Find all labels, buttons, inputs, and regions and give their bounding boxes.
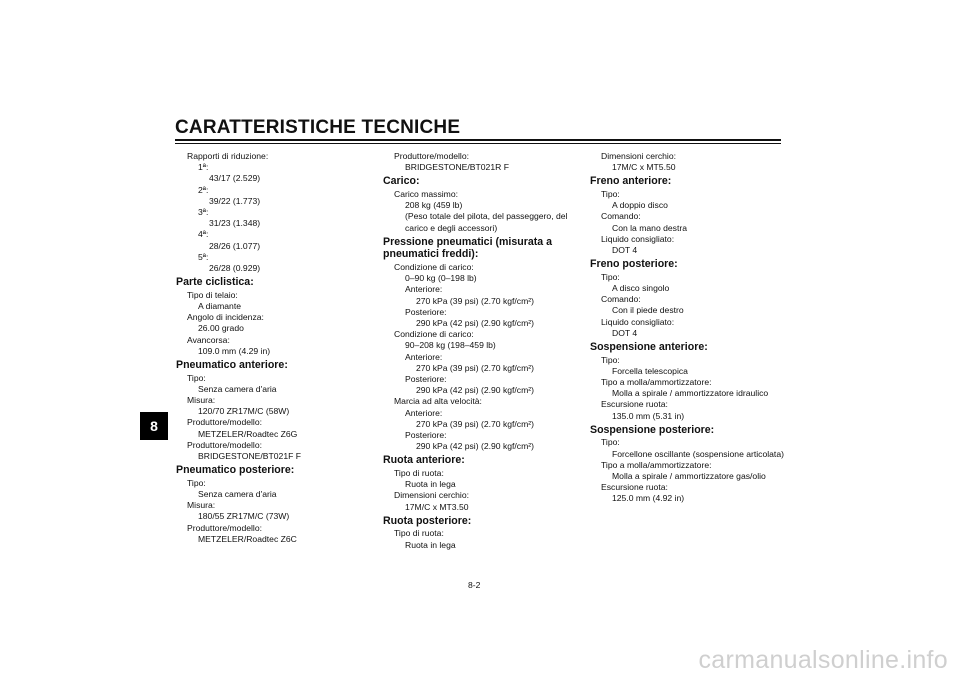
rear-tire-size-value: 180/55 ZR17M/C (73W) [198, 511, 290, 522]
max-load-note: (Peso totale del pilota, del passeggero, del carico e degli accessori) [405, 211, 568, 233]
front-tire-type-label: Tipo: [187, 372, 206, 383]
gear-2-label: 2ª: [198, 184, 209, 195]
caster-label: Angolo di incidenza: [187, 312, 264, 323]
front-tire-size-label: Misura: [187, 395, 216, 406]
front-tire-maker-label-2: Produttore/modello: [187, 439, 262, 450]
rear-brake-fluid-value: DOT 4 [612, 327, 638, 338]
front-rim-value: 17M/C x MT3.50 [405, 501, 469, 512]
rear-tire-type-value: Senza camera d'aria [198, 489, 277, 500]
rear-spring-label: Tipo a molla/ammortizzatore: [601, 459, 712, 470]
cond1-front-label: Anteriore: [405, 284, 443, 295]
front-suspension-type-label: Tipo: [601, 354, 620, 365]
spec-column-2 [383, 151, 579, 551]
front-tire-maker-label-1: Produttore/modello: [187, 417, 262, 428]
cond2-front-value: 270 kPa (39 psi) (2.70 kgf/cm²) [416, 362, 534, 373]
speed-front-label: Anteriore: [405, 407, 443, 418]
gear-5-label: 5ª: [198, 251, 209, 262]
rear-suspension-type-value: Forcellone oscillante (sospensione articolata) [612, 448, 784, 459]
rear-brake-control-value: Con il piede destro [612, 305, 684, 316]
gear-ratios-label: Rapporti di riduzione: [187, 151, 269, 161]
front-brake-heading: Freno anteriore: [590, 175, 672, 188]
chassis-heading: Parte ciclistica: [176, 276, 254, 289]
max-load-value: 208 kg (459 lb) [405, 200, 463, 211]
load-condition-1-label: Condizione di carico: [394, 262, 474, 272]
front-tire-type-value: Senza camera d'aria [198, 383, 277, 394]
rear-tire-heading: Pneumatico posteriore: [176, 464, 295, 477]
rear-wheel-type-label: Tipo di ruota: [394, 528, 444, 539]
rear-brake-control-label: Comando: [601, 294, 641, 305]
gear-2-value: 39/22 (1.773) [209, 195, 261, 206]
max-load-label: Carico massimo: [394, 189, 458, 199]
front-spring-label: Tipo a molla/ammortizzatore: [601, 377, 712, 388]
gear-4-label: 4ª: [198, 229, 209, 240]
rear-tire-maker-label: Produttore/modello: [187, 522, 262, 533]
front-suspension-type-value: Forcella telescopica [612, 365, 688, 376]
front-brake-fluid-label: Liquido consigliato: [601, 233, 675, 244]
watermark: carmanualsonline.info [698, 646, 948, 674]
front-travel-label: Escursione ruota: [601, 399, 668, 410]
rear-suspension-heading: Sospensione posteriore: [590, 423, 715, 436]
front-brake-type-value: A doppio disco [612, 200, 668, 211]
cond2-rear-label: Posteriore: [405, 374, 447, 385]
cond1-rear-value: 290 kPa (42 psi) (2.90 kgf/cm²) [416, 318, 534, 329]
rear-wheel-type-value: Ruota in lega [405, 539, 456, 550]
rear-travel-label: Escursione ruota: [601, 482, 668, 493]
front-travel-value: 135.0 mm (5.31 in) [612, 410, 685, 421]
rear-brake-type-value: A disco singolo [612, 283, 670, 294]
front-tire-maker-value-2: BRIDGESTONE/BT021F F [198, 451, 301, 462]
trail-value: 109.0 mm (4.29 in) [198, 345, 271, 356]
gear-3-value: 31/23 (1.348) [209, 218, 261, 229]
front-tire-size-value: 120/70 ZR17M/C (58W) [198, 406, 290, 417]
rear-brake-type-label: Tipo: [601, 271, 620, 282]
front-brake-control-label: Comando: [601, 211, 641, 222]
cond2-front-label: Anteriore: [405, 351, 443, 362]
rear-brake-fluid-label: Liquido consigliato: [601, 316, 675, 327]
rear-spring-value: Molla a spirale / ammortizzatore gas/olio [612, 471, 766, 482]
front-rim-label: Dimensioni cerchio: [394, 490, 469, 501]
rear-travel-value: 125.0 mm (4.92 in) [612, 493, 685, 504]
rear-suspension-type-label: Tipo: [601, 437, 620, 448]
page-number: 8-2 [468, 580, 481, 590]
load-condition-2-label: Condizione di carico: [394, 329, 474, 340]
spec-column-1 [176, 151, 372, 545]
front-wheel-heading: Ruota anteriore: [383, 454, 465, 467]
rear-tire-maker-label-2: Produttore/modello: [394, 151, 469, 161]
rear-rim-label: Dimensioni cerchio: [601, 151, 676, 161]
page-title: CARATTERISTICHE TECNICHE [175, 117, 461, 138]
speed-rear-label: Posteriore: [405, 430, 447, 441]
chapter-tab: 8 [140, 412, 168, 440]
speed-front-value: 270 kPa (39 psi) (2.70 kgf/cm²) [416, 418, 534, 429]
rear-rim-value: 17M/C x MT5.50 [612, 162, 676, 173]
front-brake-fluid-value: DOT 4 [612, 245, 638, 256]
frame-type-value: A diamante [198, 301, 241, 312]
gear-5-value: 26/28 (0.929) [209, 263, 261, 274]
rear-tire-maker-value-2: BRIDGESTONE/BT021R F [405, 162, 509, 173]
load-condition-2-value: 90–208 kg (198–459 lb) [405, 340, 496, 351]
title-rule-thick [175, 139, 781, 141]
front-wheel-type-label: Tipo di ruota: [394, 468, 444, 479]
front-wheel-type-value: Ruota in lega [405, 479, 456, 490]
gear-1-value: 43/17 (2.529) [209, 173, 261, 184]
trail-label: Avancorsa: [187, 334, 230, 345]
spec-column-3 [590, 151, 786, 505]
front-tire-maker-value-1: METZELER/Roadtec Z6G [198, 428, 298, 439]
front-brake-control-value: Con la mano destra [612, 222, 687, 233]
rear-wheel-heading: Ruota posteriore: [383, 514, 472, 527]
frame-type-label: Tipo di telaio: [187, 289, 238, 300]
speed-rear-value: 290 kPa (42 psi) (2.90 kgf/cm²) [416, 441, 534, 452]
high-speed-label: Marcia ad alta velocità: [394, 396, 482, 407]
cond1-front-value: 270 kPa (39 psi) (2.70 kgf/cm²) [416, 295, 534, 306]
front-brake-type-label: Tipo: [601, 189, 620, 199]
cond1-rear-label: Posteriore: [405, 306, 447, 317]
rear-tire-size-label: Misura: [187, 500, 216, 511]
front-tire-heading: Pneumatico anteriore: [176, 359, 288, 372]
gear-1-label: 1ª: [198, 162, 209, 173]
load-heading: Carico: [383, 175, 420, 188]
pressure-heading: Pressione pneumatici (misurata a pneumatici freddi): [383, 235, 552, 261]
rear-tire-maker-value: METZELER/Roadtec Z6C [198, 533, 297, 544]
title-rule-thin [175, 143, 781, 144]
gear-4-value: 28/26 (1.077) [209, 240, 261, 251]
front-suspension-heading: Sospensione anteriore: [590, 341, 708, 354]
cond2-rear-value: 290 kPa (42 psi) (2.90 kgf/cm²) [416, 385, 534, 396]
front-spring-value: Molla a spirale / ammortizzatore idraulico [612, 388, 769, 399]
gear-3-label: 3ª: [198, 207, 209, 218]
load-condition-1-value: 0–90 kg (0–198 lb) [405, 273, 477, 284]
rear-brake-heading: Freno posteriore: [590, 258, 678, 271]
rear-tire-type-label: Tipo: [187, 477, 206, 488]
caster-value: 26.00 grado [198, 323, 244, 334]
